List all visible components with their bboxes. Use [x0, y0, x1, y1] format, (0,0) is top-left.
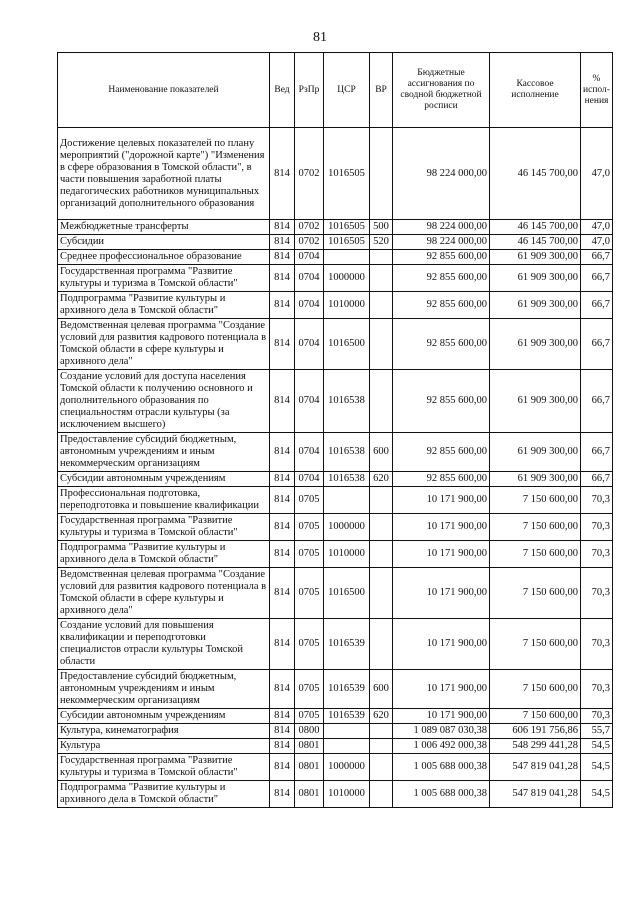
row-rzpr: 0704 — [295, 265, 324, 292]
row-vr — [370, 568, 393, 619]
row-name: Ведомственная целевая программа "Создание условий для развития кадрового потенциала в Томской области в сфере культуры и архивного дела" — [58, 568, 270, 619]
row-budget: 92 855 600,00 — [393, 472, 490, 487]
row-pct: 66,7 — [581, 370, 613, 433]
row-rzpr: 0705 — [295, 709, 324, 724]
row-cash: 61 909 300,00 — [490, 433, 581, 472]
row-pct: 54,5 — [581, 781, 613, 808]
row-budget: 1 005 688 000,38 — [393, 781, 490, 808]
row-csr: 1016500 — [324, 319, 370, 370]
row-pct: 47,0 — [581, 220, 613, 235]
row-pct: 70,3 — [581, 487, 613, 514]
row-budget: 10 171 900,00 — [393, 541, 490, 568]
row-cash: 61 909 300,00 — [490, 319, 581, 370]
header-name: Наименование показателей — [58, 53, 270, 128]
row-name: Предоставление субсидий бюджетным, автономным учреждениям и иным некоммерческим организациям — [58, 670, 270, 709]
header-vr: ВР — [370, 53, 393, 128]
row-pct: 70,3 — [581, 541, 613, 568]
row-rzpr: 0801 — [295, 739, 324, 754]
row-csr: 1016538 — [324, 433, 370, 472]
row-budget: 10 171 900,00 — [393, 670, 490, 709]
table-row — [58, 670, 613, 709]
table-row — [58, 128, 613, 220]
row-rzpr: 0704 — [295, 319, 324, 370]
row-budget: 92 855 600,00 — [393, 319, 490, 370]
row-csr — [324, 724, 370, 739]
row-vr — [370, 541, 393, 568]
row-rzpr: 0702 — [295, 128, 324, 220]
table-row — [58, 781, 613, 808]
row-csr: 1000000 — [324, 514, 370, 541]
row-cash: 7 150 600,00 — [490, 541, 581, 568]
row-vr — [370, 781, 393, 808]
row-pct: 47,0 — [581, 128, 613, 220]
row-csr: 1016500 — [324, 568, 370, 619]
table-row — [58, 709, 613, 724]
row-cash: 46 145 700,00 — [490, 220, 581, 235]
row-cash: 7 150 600,00 — [490, 568, 581, 619]
row-csr: 1010000 — [324, 541, 370, 568]
row-cash: 61 909 300,00 — [490, 472, 581, 487]
row-cash: 7 150 600,00 — [490, 514, 581, 541]
row-cash: 46 145 700,00 — [490, 128, 581, 220]
row-ved: 814 — [270, 739, 295, 754]
row-name: Культура — [58, 739, 270, 754]
row-name: Субсидии автономным учреждениям — [58, 709, 270, 724]
row-ved: 814 — [270, 472, 295, 487]
row-budget: 92 855 600,00 — [393, 250, 490, 265]
header-pct: % испол-нения — [581, 53, 613, 128]
row-pct: 70,3 — [581, 514, 613, 541]
row-cash: 61 909 300,00 — [490, 265, 581, 292]
row-budget: 10 171 900,00 — [393, 619, 490, 670]
row-vr — [370, 265, 393, 292]
row-rzpr: 0704 — [295, 250, 324, 265]
row-ved: 814 — [270, 568, 295, 619]
table-row — [58, 619, 613, 670]
row-vr — [370, 250, 393, 265]
row-cash: 7 150 600,00 — [490, 709, 581, 724]
row-pct: 55,7 — [581, 724, 613, 739]
row-name: Государственная программа "Развитие культуры и туризма в Томской области" — [58, 265, 270, 292]
row-name: Подпрограмма "Развитие культуры и архивного дела в Томской области" — [58, 541, 270, 568]
row-name: Профессиональная подготовка, переподготовка и повышение квалификации — [58, 487, 270, 514]
row-budget: 1 089 087 030,38 — [393, 724, 490, 739]
table-row — [58, 487, 613, 514]
row-cash: 606 191 756,86 — [490, 724, 581, 739]
row-rzpr: 0704 — [295, 433, 324, 472]
row-budget: 92 855 600,00 — [393, 433, 490, 472]
row-ved: 814 — [270, 370, 295, 433]
header-rzpr: РзПр — [295, 53, 324, 128]
row-cash: 61 909 300,00 — [490, 292, 581, 319]
row-csr: 1016505 — [324, 235, 370, 250]
row-pct: 66,7 — [581, 472, 613, 487]
table-row — [58, 319, 613, 370]
row-pct: 54,5 — [581, 754, 613, 781]
row-rzpr: 0702 — [295, 220, 324, 235]
row-pct: 70,3 — [581, 568, 613, 619]
row-vr — [370, 128, 393, 220]
row-name: Государственная программа "Развитие культуры и туризма в Томской области" — [58, 514, 270, 541]
row-pct: 70,3 — [581, 619, 613, 670]
row-cash: 548 299 441,28 — [490, 739, 581, 754]
row-csr: 1000000 — [324, 754, 370, 781]
row-csr: 1016538 — [324, 472, 370, 487]
row-ved: 814 — [270, 724, 295, 739]
row-ved: 814 — [270, 319, 295, 370]
header-ved: Вед — [270, 53, 295, 128]
table-row — [58, 541, 613, 568]
row-pct: 70,3 — [581, 709, 613, 724]
row-name: Субсидии автономным учреждениям — [58, 472, 270, 487]
row-rzpr: 0702 — [295, 235, 324, 250]
row-name: Создание условий для повышения квалификации и переподготовки специалистов отрасли культуры Томской области — [58, 619, 270, 670]
table-row — [58, 265, 613, 292]
row-name: Субсидии — [58, 235, 270, 250]
row-budget: 10 171 900,00 — [393, 568, 490, 619]
row-ved: 814 — [270, 265, 295, 292]
row-budget: 98 224 000,00 — [393, 220, 490, 235]
table-row — [58, 472, 613, 487]
row-ved: 814 — [270, 709, 295, 724]
table-row — [58, 754, 613, 781]
table-row — [58, 370, 613, 433]
row-ved: 814 — [270, 250, 295, 265]
row-vr — [370, 754, 393, 781]
row-ved: 814 — [270, 514, 295, 541]
row-budget: 98 224 000,00 — [393, 128, 490, 220]
row-rzpr: 0704 — [295, 472, 324, 487]
table-row — [58, 568, 613, 619]
row-cash: 61 909 300,00 — [490, 250, 581, 265]
row-csr: 1016539 — [324, 709, 370, 724]
row-budget: 98 224 000,00 — [393, 235, 490, 250]
row-budget: 1 005 688 000,38 — [393, 754, 490, 781]
header-budget: Бюджетные ассигнования по сводной бюджетной росписи — [393, 53, 490, 128]
row-csr — [324, 250, 370, 265]
row-csr — [324, 487, 370, 514]
row-pct: 66,7 — [581, 292, 613, 319]
table-row — [58, 292, 613, 319]
row-cash: 7 150 600,00 — [490, 619, 581, 670]
row-rzpr: 0705 — [295, 568, 324, 619]
row-vr — [370, 370, 393, 433]
row-name: Предоставление субсидий бюджетным, автономным учреждениям и иным некоммерческим организациям — [58, 433, 270, 472]
row-rzpr: 0800 — [295, 724, 324, 739]
row-csr — [324, 739, 370, 754]
header-csr: ЦСР — [324, 53, 370, 128]
row-ved: 814 — [270, 670, 295, 709]
row-cash: 46 145 700,00 — [490, 235, 581, 250]
row-rzpr: 0704 — [295, 370, 324, 433]
row-vr — [370, 319, 393, 370]
row-vr: 600 — [370, 433, 393, 472]
row-name: Достижение целевых показателей по плану мероприятий ("дорожной карте") "Изменения в сфере образования в Томской области", в части повышения заработной платы педагогических работников муниципальных организаций дополнительного образования — [58, 128, 270, 220]
row-vr — [370, 292, 393, 319]
row-vr: 600 — [370, 670, 393, 709]
row-name: Межбюджетные трансферты — [58, 220, 270, 235]
row-budget: 10 171 900,00 — [393, 514, 490, 541]
row-csr: 1016538 — [324, 370, 370, 433]
table-row — [58, 235, 613, 250]
row-rzpr: 0705 — [295, 487, 324, 514]
row-rzpr: 0705 — [295, 670, 324, 709]
row-cash: 7 150 600,00 — [490, 670, 581, 709]
row-budget: 92 855 600,00 — [393, 292, 490, 319]
row-pct: 66,7 — [581, 265, 613, 292]
row-vr — [370, 724, 393, 739]
row-csr: 1016505 — [324, 220, 370, 235]
table-header-row — [58, 53, 613, 128]
row-pct: 66,7 — [581, 250, 613, 265]
row-ved: 814 — [270, 487, 295, 514]
row-vr — [370, 514, 393, 541]
row-ved: 814 — [270, 754, 295, 781]
table-row — [58, 739, 613, 754]
row-rzpr: 0705 — [295, 619, 324, 670]
row-ved: 814 — [270, 235, 295, 250]
row-ved: 814 — [270, 619, 295, 670]
row-pct: 66,7 — [581, 433, 613, 472]
row-csr: 1010000 — [324, 292, 370, 319]
row-pct: 70,3 — [581, 670, 613, 709]
row-name: Среднее профессиональное образование — [58, 250, 270, 265]
row-pct: 66,7 — [581, 319, 613, 370]
row-ved: 814 — [270, 292, 295, 319]
page-number: 81 — [313, 30, 327, 45]
row-cash: 547 819 041,28 — [490, 781, 581, 808]
row-cash: 7 150 600,00 — [490, 487, 581, 514]
row-name: Государственная программа "Развитие культуры и туризма в Томской области" — [58, 754, 270, 781]
row-csr: 1016539 — [324, 670, 370, 709]
row-budget: 1 006 492 000,38 — [393, 739, 490, 754]
row-rzpr: 0705 — [295, 541, 324, 568]
row-budget: 92 855 600,00 — [393, 265, 490, 292]
row-rzpr: 0705 — [295, 514, 324, 541]
row-csr: 1010000 — [324, 781, 370, 808]
row-rzpr: 0801 — [295, 754, 324, 781]
row-cash: 547 819 041,28 — [490, 754, 581, 781]
row-rzpr: 0801 — [295, 781, 324, 808]
row-vr: 620 — [370, 472, 393, 487]
row-name: Ведомственная целевая программа "Создание условий для развития кадрового потенциала в Томской области в сфере культуры и архивного дела" — [58, 319, 270, 370]
row-name: Создание условий для доступа населения Томской области к получению основного и дополнительного образования по специальностям отрасли культуры (за исключением высшего) — [58, 370, 270, 433]
budget-table — [57, 52, 613, 808]
row-name: Подпрограмма "Развитие культуры и архивного дела в Томской области" — [58, 292, 270, 319]
table-row — [58, 514, 613, 541]
row-name: Подпрограмма "Развитие культуры и архивного дела в Томской области" — [58, 781, 270, 808]
row-pct: 54,5 — [581, 739, 613, 754]
row-csr: 1016505 — [324, 128, 370, 220]
row-vr: 520 — [370, 235, 393, 250]
row-vr: 500 — [370, 220, 393, 235]
row-name: Культура, кинематография — [58, 724, 270, 739]
row-ved: 814 — [270, 541, 295, 568]
row-ved: 814 — [270, 433, 295, 472]
header-cash: Кассовое исполнение — [490, 53, 581, 128]
table-row — [58, 250, 613, 265]
row-ved: 814 — [270, 128, 295, 220]
row-rzpr: 0704 — [295, 292, 324, 319]
row-budget: 10 171 900,00 — [393, 709, 490, 724]
row-vr — [370, 739, 393, 754]
table-row — [58, 433, 613, 472]
row-csr: 1016539 — [324, 619, 370, 670]
row-csr: 1000000 — [324, 265, 370, 292]
row-vr — [370, 487, 393, 514]
row-budget: 92 855 600,00 — [393, 370, 490, 433]
row-cash: 61 909 300,00 — [490, 370, 581, 433]
row-vr — [370, 619, 393, 670]
row-pct: 47,0 — [581, 235, 613, 250]
row-ved: 814 — [270, 220, 295, 235]
row-ved: 814 — [270, 781, 295, 808]
table-row — [58, 724, 613, 739]
row-budget: 10 171 900,00 — [393, 487, 490, 514]
row-vr: 620 — [370, 709, 393, 724]
table-row — [58, 220, 613, 235]
